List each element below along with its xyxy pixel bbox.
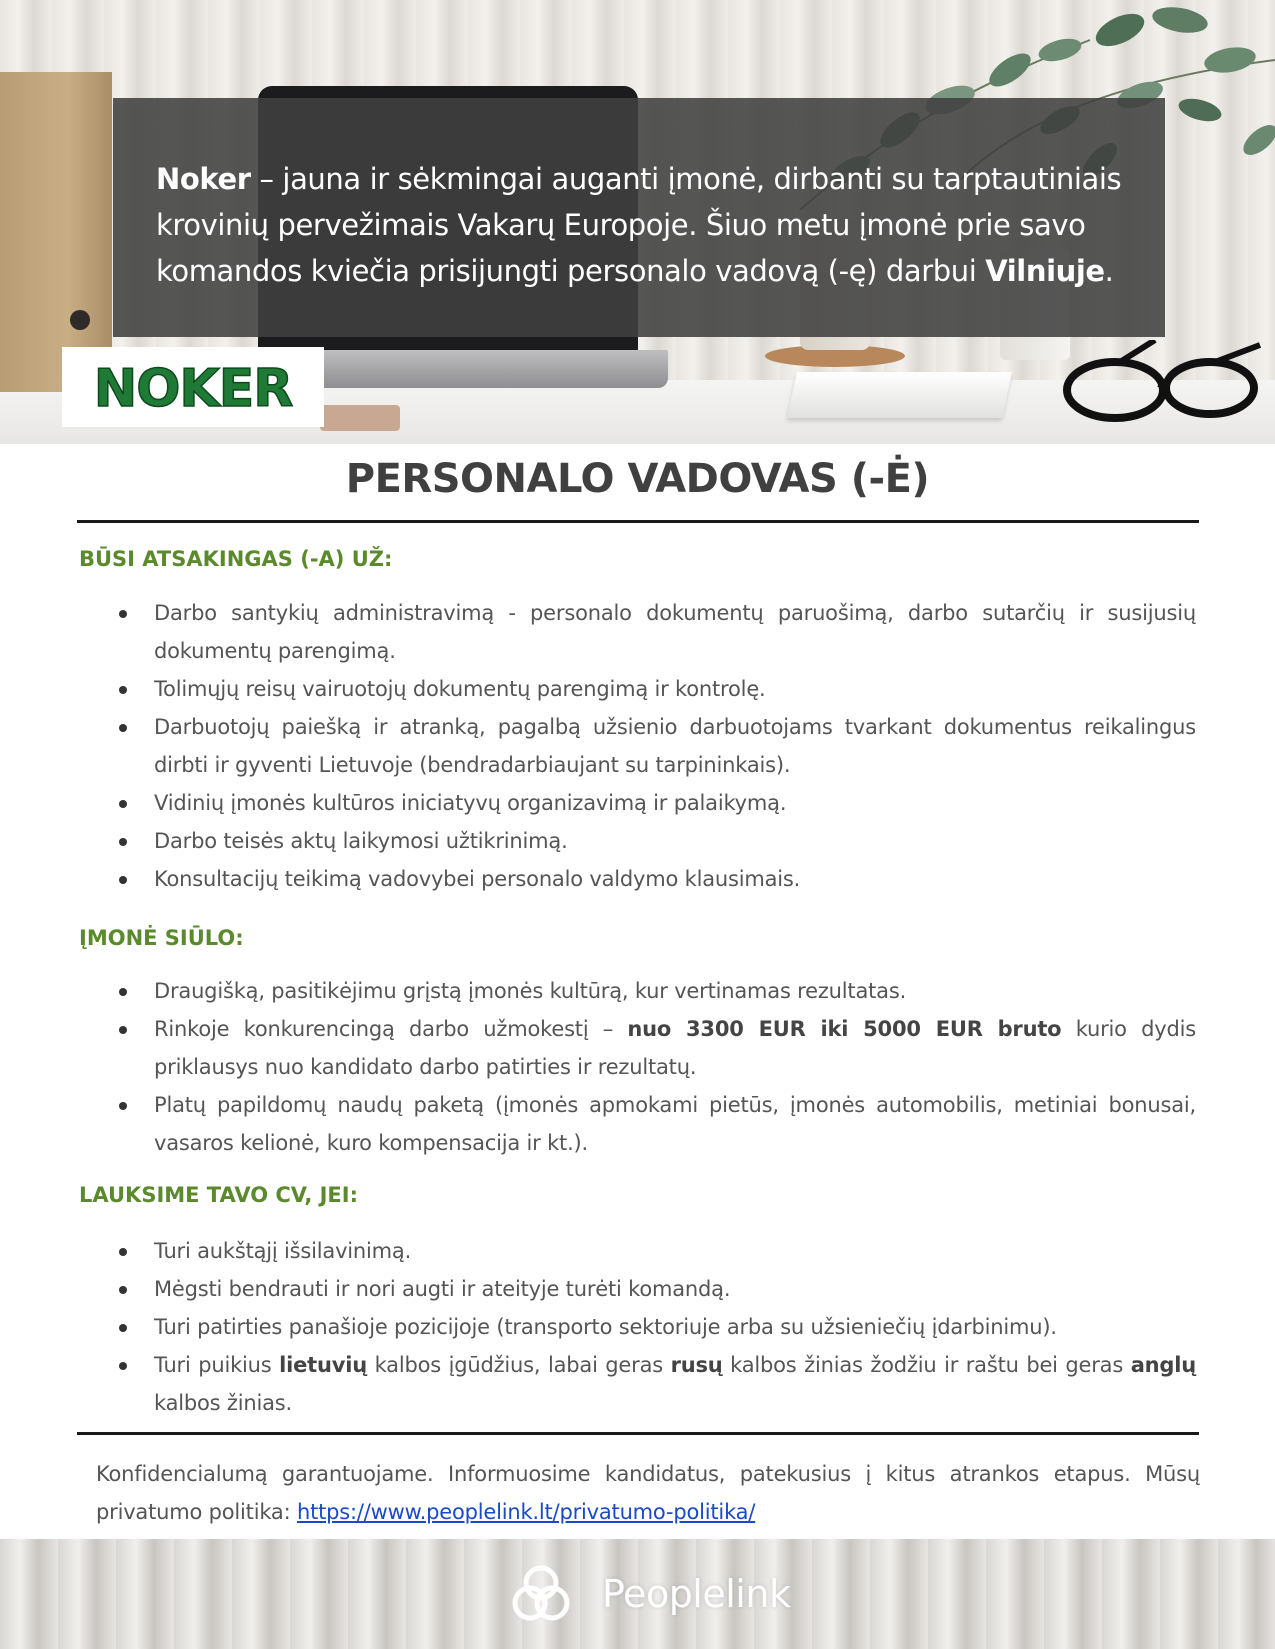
city-name: Vilniuje	[985, 254, 1105, 288]
hero-image	[0, 0, 1275, 444]
peoplelink-logo-icon	[508, 1561, 574, 1627]
responsibilities-list	[113, 594, 1196, 898]
noker-logo-text: NOKER	[93, 362, 293, 412]
intro-end: .	[1104, 254, 1114, 288]
lang-english: anglų	[1130, 1353, 1196, 1377]
intro-body: – jauna ir sėkmingai auganti įmonė, dirbanti su tarptautiniais krovinių pervežimais Vakarų Europoje. Šiuo metu įmonė prie savo komandos kviečia prisijungti personalo vadovą (-ę) darbui	[156, 162, 1122, 288]
cardboard-file-box	[0, 72, 112, 392]
divider-top	[77, 520, 1199, 523]
divider-bottom	[77, 1432, 1199, 1435]
list-item: Darbo santykių administravimą - personalo dokumentų paruošimą, darbo sutarčių ir susijusių dokumentų parengimą.	[113, 594, 1196, 670]
lang-text: Turi puikius	[154, 1353, 280, 1377]
list-item: Platų papildomų naudų paketą (įmonės apmokami pietūs, įmonės automobilis, metiniai bonusai, vasaros kelionė, kuro kompensacija ir kt.).	[113, 1086, 1196, 1162]
salary-range: nuo 3300 EUR iki 5000 EUR bruto	[627, 1017, 1062, 1041]
lang-text: kalbos žinias.	[154, 1391, 292, 1415]
requirements-list	[113, 1232, 1196, 1422]
list-item: Tolimųjų reisų vairuotojų dokumentų parengimą ir kontrolę.	[113, 670, 1196, 708]
page-title: PERSONALO VADOVAS (-Ė)	[345, 456, 930, 502]
section-heading-offer: ĮMONĖ SIŪLO:	[79, 926, 244, 950]
intro-text	[156, 156, 1125, 294]
list-item	[113, 1010, 1196, 1086]
section-heading-requirements: LAUKSIME TAVO CV, JEI:	[79, 1183, 358, 1207]
section-heading-responsibilities: BŪSI ATSAKINGAS (-A) UŽ:	[79, 547, 393, 571]
lang-russian: rusų	[670, 1353, 723, 1377]
list-item	[113, 1346, 1196, 1422]
confidentiality-note	[96, 1455, 1200, 1531]
list-item: Darbo teisės aktų laikymosi užtikrinimą.	[113, 822, 1196, 860]
offer-list	[113, 972, 1196, 1162]
peoplelink-name: Peoplelink	[602, 1572, 791, 1616]
list-item: Draugišką, pasitikėjimu grįstą įmonės kultūrą, kur vertinamas rezultatas.	[113, 972, 1196, 1010]
desk-item	[320, 405, 400, 431]
notebook	[787, 372, 1012, 418]
noker-logo-mark	[80, 362, 306, 412]
peoplelink-brand	[508, 1559, 790, 1629]
list-item: Konsultacijų teikimą vadovybei personalo valdymo klausimais.	[113, 860, 1196, 898]
salary-text-post: kurio dydis priklausys nuo kandidato darbo patirties ir rezultatų.	[154, 1017, 1196, 1079]
confidentiality-text: Konfidencialumą garantuojame. Informuosime kandidatus, patekusius į kitus atrankos etapus. Mūsų privatumo politika:	[96, 1462, 1200, 1524]
intro-overlay	[113, 98, 1165, 337]
privacy-policy-link[interactable]: https://www.peoplelink.lt/privatumo-politika/	[296, 1500, 756, 1524]
company-name: Noker	[156, 162, 251, 196]
lang-lithuanian: lietuvių	[279, 1353, 367, 1377]
list-item: Turi aukštąjį išsilavinimą.	[113, 1232, 1196, 1270]
list-item: Darbuotojų paiešką ir atranką, pagalbą užsienio darbuotojams tvarkant dokumentus reikalingus dirbti ir gyventi Lietuvoje (bendradarbiaujant su tarpininkais).	[113, 708, 1196, 784]
salary-text-pre: Rinkoje konkurencingą darbo užmokestį –	[154, 1017, 628, 1041]
eyeglasses	[1060, 340, 1270, 430]
footer-banner	[0, 1539, 1275, 1649]
list-item: Turi patirties panašioje pozicijoje (transporto sektoriuje arba su užsieniečių įdarbinimu).	[113, 1308, 1196, 1346]
lang-text: kalbos žinias žodžiu ir raštu bei geras	[722, 1353, 1131, 1377]
noker-logo	[62, 347, 324, 427]
list-item: Mėgsti bendrauti ir nori augti ir ateityje turėti komandą.	[113, 1270, 1196, 1308]
list-item: Vidinių įmonės kultūros iniciatyvų organizavimą ir palaikymą.	[113, 784, 1196, 822]
lang-text: kalbos įgūdžius, labai geras	[367, 1353, 671, 1377]
